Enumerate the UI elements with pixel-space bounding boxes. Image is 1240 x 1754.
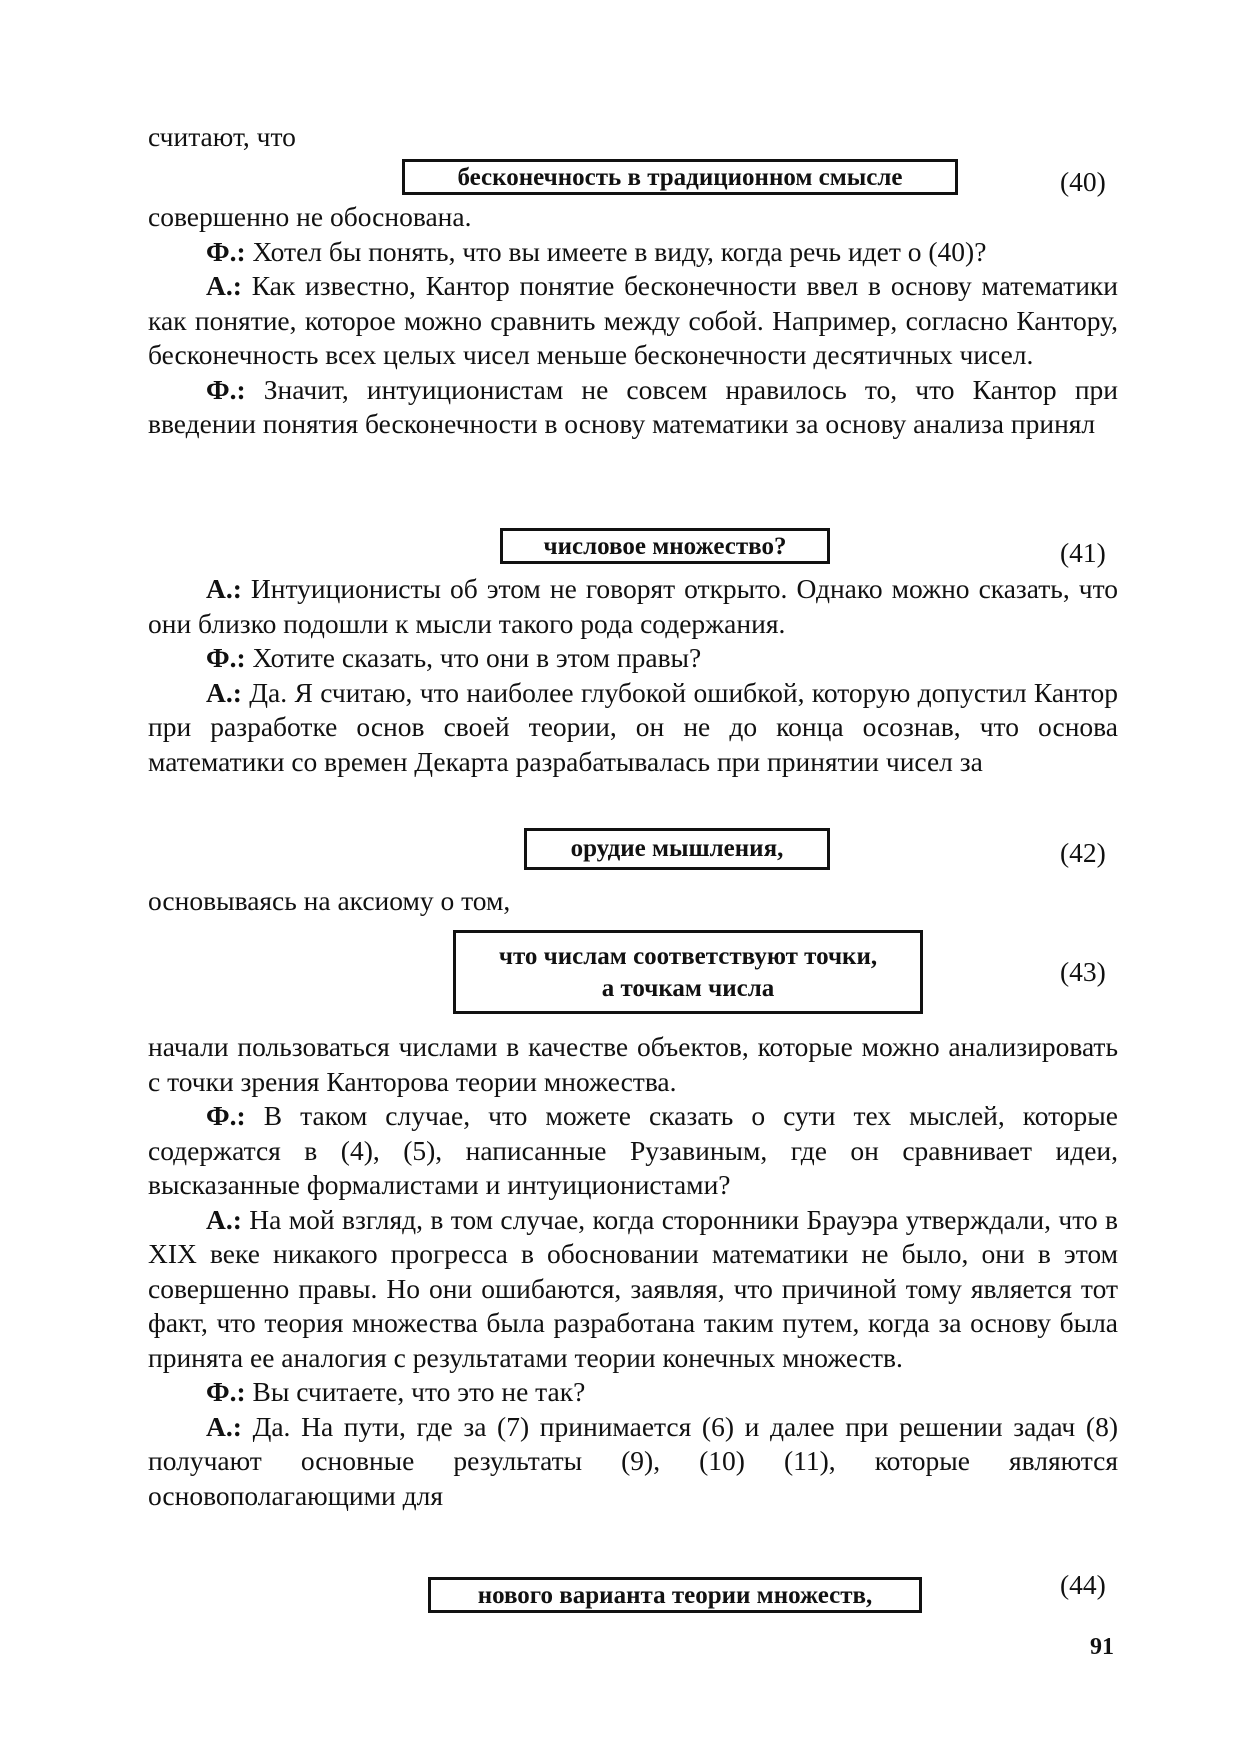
paragraph-8 [148,676,1118,780]
boxed-term-41 [500,528,830,564]
boxed-term-44 [428,1577,922,1613]
paragraph-6 [148,572,1118,641]
boxed-term-41-text: числовое множество? [543,533,787,560]
paragraph-2: совершенно не обоснована. [148,201,472,232]
paragraph-12-text: На мой взгляд, в том случае, когда сторонники Брауэра утверждали, что в XIX веке никакого прогресса в обосновании математики не было, они в этом совершенно правы. Но они ошибаются, заявляя, что причиной тому является тот факт, что теория множества была разработана таким путем, когда за основу была принята ее аналогия с результатами теории конечных множеств. [148,1203,1118,1373]
text-block-3 [148,572,1118,779]
paragraph-4 [148,269,1118,373]
speaker-label: Ф.: [206,1100,246,1131]
speaker-label: Ф.: [206,642,246,673]
boxed-term-40 [402,159,958,195]
boxed-term-42 [524,828,830,870]
text-block-4 [148,884,1118,919]
page-number: 91 [1090,1634,1114,1660]
speaker-label: А.: [206,676,242,708]
paragraph-14-text: Да. На пути, где за (7) принимается (6) и далее при решении задач (8) получают основные результаты (9), (10) (11), которые являются основополагающими для [148,1410,1118,1511]
boxed-term-43-line1: что числам соответствуют точки, [498,943,878,970]
paragraph-10: начали пользоваться числами в качестве объектов, которые можно анализировать с точки зрения Канторова теории множества. [148,1031,1118,1097]
paragraph-4-text: Как известно, Кантор понятие бесконечности ввел в основу математики как понятие, которое можно сравнить между собой. Например, согласно Кантору, бесконечность всех целых чисел меньше бесконечности десятичных чисел. [148,270,1118,370]
equation-number-44: (44) [1060,1569,1106,1600]
equation-number-43: (43) [1060,956,1106,987]
equation-number-40: (40) [1060,166,1106,197]
equation-number-41: (41) [1060,537,1106,568]
paragraph-11-text: В таком случае, что можете сказать о сути тех мыслей, которые содержатся в (4), (5), написанные Рузавиным, где он сравнивает идеи, высказанные формалистами и интуиционистами? [148,1100,1118,1200]
paragraph-6-text: Интуиционисты об этом не говорят открыто. Однако можно сказать, что они близко подошли к мысли такого рода содержания. [148,573,1118,639]
paragraph-12 [148,1203,1118,1376]
paragraph-7 [148,641,1118,676]
boxed-term-44-text: нового варианта теории множеств, [477,1582,873,1609]
boxed-term-40-text: бесконечность в традиционном смысле [457,164,903,191]
text-block-5 [148,1030,1118,1513]
equation-number-42: (42) [1060,837,1106,868]
speaker-label: А.: [206,270,242,301]
speaker-label: А.: [206,573,242,604]
paragraph-1: считают, что [148,121,296,152]
paragraph-5-text: Значит, интуиционистам не совсем нравилось то, что Кантор при введении понятия бесконечности в основу математики за основу анализа принял [148,373,1118,439]
speaker-label: Ф.: [206,1376,246,1407]
speaker-label: А.: [206,1410,242,1442]
boxed-term-43-line2: а точкам числа [601,975,775,1002]
paragraph-14 [148,1410,1118,1514]
speaker-label: Ф.: [206,373,246,405]
paragraph-13 [148,1375,1118,1410]
paragraph-3-text: Хотел бы понять, что вы имеете в виду, когда речь идет о (40)? [245,235,987,267]
paragraph-11 [148,1099,1118,1203]
paragraph-13-text: Вы считаете, что это не так? [245,1376,586,1407]
paragraph-3 [148,235,1118,270]
paragraph-7-text: Хотите сказать, что они в этом правы? [245,642,702,673]
boxed-term-43 [453,930,923,1014]
paragraph-8-text: Да. Я считаю, что наиболее глубокой ошибкой, которую допустил Кантор при разработке основ своей теории, он не до конца осознав, что основа математики со времен Декарта разрабатывалась при принятии чисел за [148,676,1118,777]
speaker-label: А.: [206,1203,242,1235]
text-block-2 [148,200,1118,442]
paragraph-5 [148,373,1118,442]
text-block-1 [148,120,1118,155]
speaker-label: Ф.: [206,235,246,267]
boxed-term-42-text: орудие мышления, [570,835,784,862]
paragraph-9: основываясь на аксиому о том, [148,885,511,916]
